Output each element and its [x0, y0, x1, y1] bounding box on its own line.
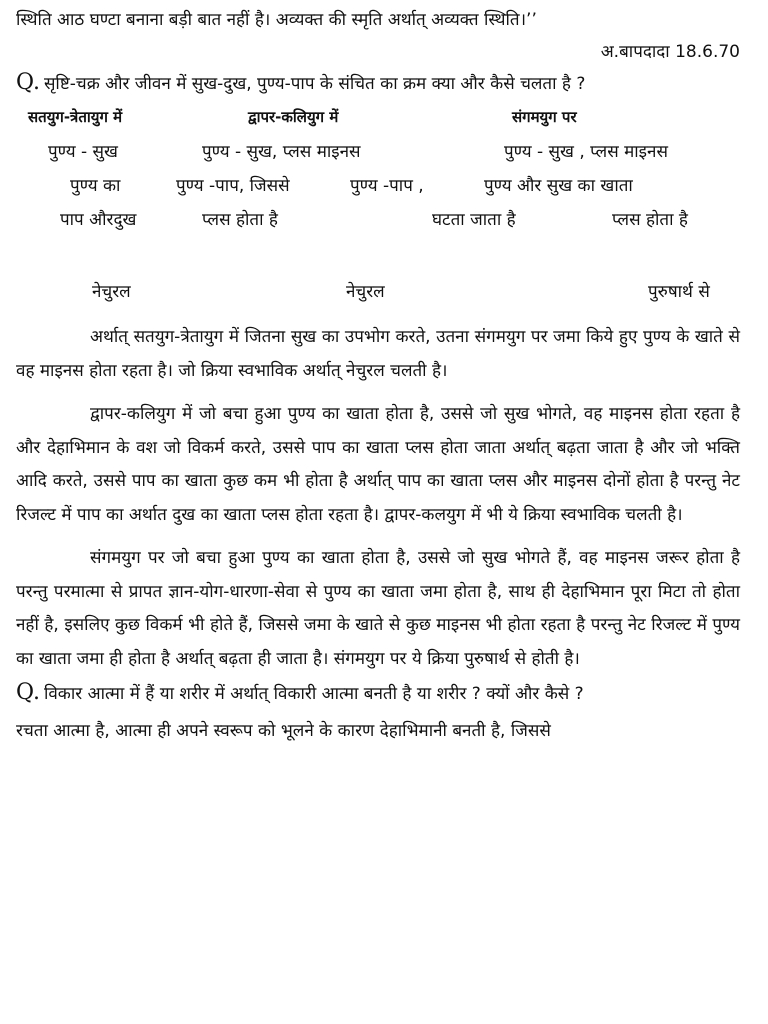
r4-c3: पुरुषार्थ से	[648, 282, 710, 302]
header-dwapar: द्वापर-कलियुग में	[248, 108, 339, 126]
answer-first-line: रचता आत्मा है, आत्मा ही अपने स्वरूप को भूलने के कारण देहाभिमानी बनती है, जिससे	[16, 721, 551, 741]
yuga-table	[16, 107, 740, 307]
r4-c1: नेचुरल	[92, 282, 131, 302]
question-mark-label: Q.	[16, 680, 40, 705]
r2-c3: पुण्य -पाप ,	[350, 176, 424, 196]
question-mark-label: Q.	[16, 70, 40, 95]
r4-c2: नेचुरल	[346, 282, 385, 302]
r1-c1: पुण्य - सुख	[48, 142, 118, 162]
r2-c2: पुण्य -पाप, जिससे	[176, 176, 290, 196]
header-satyug: सतयुग-त्रेतायुग में	[28, 108, 123, 126]
question-2-text: विकार आत्मा में हैं या शरीर में अर्थात् विकारी आत्मा बनती है या शरीर ? क्यों और कैसे ?	[43, 684, 584, 704]
date-reference: अ.बापदादा 18.6.70	[600, 42, 740, 62]
paragraph-3: संगमयुग पर जो बचा हुआ पुण्य का खाता होता है, उससे जो सुख भोगते हैं, वह माइनस जरूर होता है परन्तु परमात्मा से प्रापत ज्ञान-योग-धारणा-सेवा से पुण्य का खाता जमा होता है, साथ ही देहाभिमान पूरा मिटा तो होता नहीं है, इसलिए कुछ विकर्म भी होते हैं, जिससे जमा के खाते से कुछ माइनस भी होता रहता है परन्तु नेट रिजल्ट में पुण्य का खाता जमा ही होता है अर्थात् बढ़ता ही जाता है। संगमयुग पर ये क्रिया पुरुषार्थ से होती है।	[16, 548, 740, 669]
r3-c2: प्लस होता है	[202, 210, 278, 230]
r2-c1: पुण्य का	[70, 176, 121, 196]
r3-c1: पाप औरदुख	[60, 210, 137, 230]
paragraph-1: अर्थात् सतयुग-त्रेतायुग में जितना सुख का उपभोग करते, उतना संगमयुग पर जमा किये हुए पुण्य के खाते से वह माइनस होता रहता है। जो क्रिया स्वभाविक अर्थात् नेचुरल चलती है।	[16, 327, 740, 381]
question-1	[16, 68, 740, 99]
r1-c2: पुण्य - सुख, प्लस माइनस	[202, 142, 361, 162]
top-line: स्थिति आठ घण्टा बनाना बड़ी बात नहीं है। अव्यक्त की स्मृति अर्थात् अव्यक्त स्थिति।’’	[16, 10, 537, 30]
header-sangam: संगमयुग पर	[512, 108, 577, 126]
r3-c3: घटता जाता है	[432, 210, 516, 230]
r3-c4: प्लस होता है	[612, 210, 688, 230]
paragraph-2: द्वापर-कलियुग में जो बचा हुआ पुण्य का खाता होता है, उससे जो सुख भोगते, वह माइनस होता रहता है और देहाभिमान के वश जो विकर्म करते, उससे पाप का खाता प्लस होता जाता अर्थात् बढ़ता जाता है और जो भक्ति आदि करते, उससे पाप का खाता कुछ कम भी होता है अर्थात् पाप का खाता प्लस और माइनस दोनों होता है परन्तु नेट रिजल्ट में पाप का अर्थात दुख का खाता प्लस होता रहता है। द्वापर-कलयुग में भी ये क्रिया स्वभाविक चलती है।	[16, 404, 740, 525]
question-1-text: सृष्टि-चक्र और जीवन में सुख-दुख, पुण्य-पाप के संचित का क्रम क्या और कैसे चलता है ?	[43, 74, 586, 94]
question-2	[16, 678, 740, 709]
r1-c3: पुण्य - सुख , प्लस माइनस	[504, 142, 668, 162]
document-page	[16, 4, 740, 747]
r2-c4: पुण्य और सुख का खाता	[484, 176, 633, 196]
